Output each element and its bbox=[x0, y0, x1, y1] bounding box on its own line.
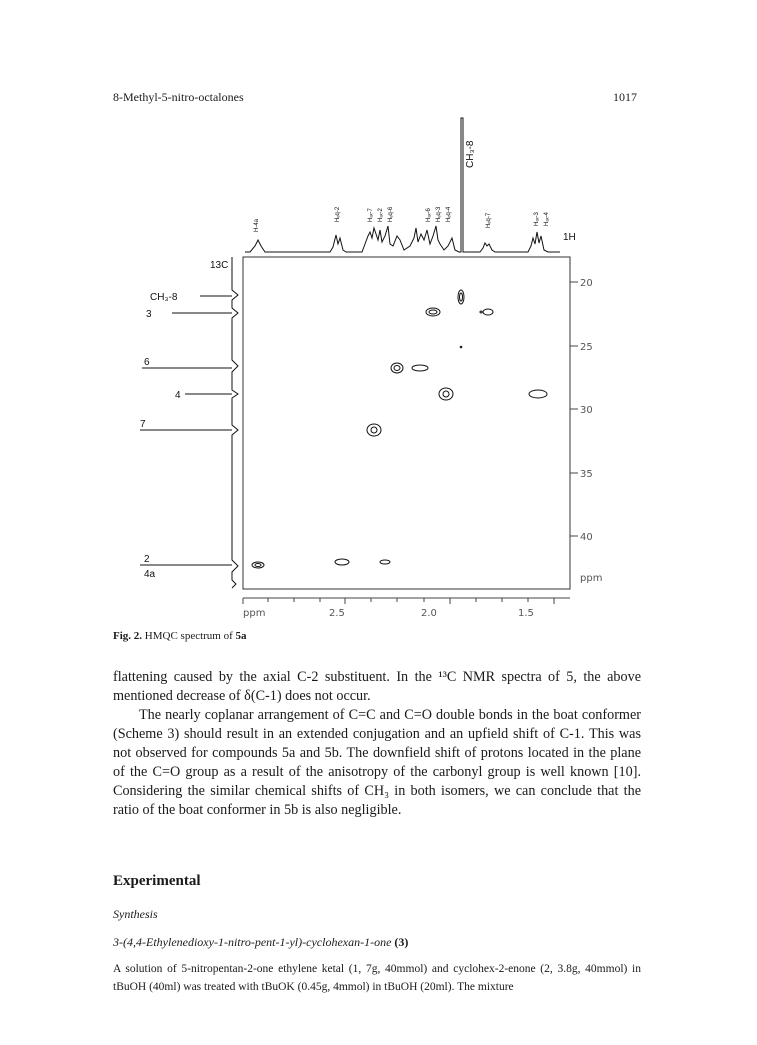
proton-nucleus-label: 1H bbox=[563, 232, 576, 243]
h-tick-label: 2.5 bbox=[329, 608, 345, 619]
caption-compound: 5a bbox=[235, 630, 247, 642]
top-label-hax4: Hₐₓ-4 bbox=[544, 212, 550, 226]
c-axis-unit: ppm bbox=[580, 573, 603, 584]
experimental-text: A solution of 5-nitropentan-2-one ethylene ketal (1, 7g, 40mmol) and cyclohex-2-enone (2, 3.8g, 40mmol) in tBuOH (40ml) was treated with tBuOK (0.45g, 4mmol) in tBuOH (20ml). The mixture bbox=[113, 963, 641, 993]
proton-projection bbox=[245, 118, 560, 252]
top-label-hax7: Hₐₓ-7 bbox=[368, 208, 374, 222]
h-tick-label: 2.0 bbox=[421, 608, 437, 619]
figure-caption bbox=[113, 630, 247, 642]
top-label-h4a: H-4a bbox=[254, 218, 260, 232]
left-label-2: 2 bbox=[144, 554, 150, 565]
left-label-ch3-8: CH₃-8 bbox=[150, 292, 178, 303]
h-axis-unit: ppm bbox=[243, 608, 266, 619]
compound-name: 3-(4,4-Ethylenedioxy-1-nitro-pent-1-yl)-cyclohexan-1-one bbox=[113, 935, 392, 949]
caption-text: HMQC spectrum of bbox=[144, 630, 233, 642]
left-label-6: 6 bbox=[144, 357, 150, 368]
section-heading: Experimental bbox=[113, 873, 201, 889]
carbon-projection bbox=[140, 257, 238, 588]
running-header-title: 8-Methyl-5-nitro-octalones bbox=[113, 90, 244, 104]
top-label-heq2: Hₑq-2 bbox=[335, 206, 341, 222]
top-label-hax6: Hₐₓ-6 bbox=[426, 208, 432, 222]
paragraph: The nearly coplanar arrangement of C=C and C=O double bonds in the boat conformer (Scheme 3) should result in an extended conjugation and an upfield shift of C-1. This was not observed for compounds 5a and 5b. The downfield shift of protons located in the plane of the C=O group as a result of the anisotropy of the carbonyl group is well known [10]. Considering the similar chemical shifts of CH₃ in both isomers, we can conclude that the ratio of the boat conformer in 5b is also negligible. bbox=[113, 707, 641, 818]
top-label-hax2: Hₐₓ-2 bbox=[378, 208, 384, 222]
h-axis bbox=[243, 598, 570, 604]
subsection-heading: Synthesis bbox=[113, 907, 158, 921]
c-axis bbox=[570, 282, 578, 536]
cross-peaks bbox=[252, 290, 547, 568]
compound-number: (3) bbox=[394, 935, 409, 949]
page-number: 1017 bbox=[613, 90, 637, 104]
c-tick-label: 30 bbox=[580, 405, 593, 416]
paragraph: flattening caused by the axial C-2 substituent. In the ¹³C NMR spectra of 5, the above mentioned decrease of δ(C-1) does not occur. bbox=[113, 669, 641, 704]
c-tick-label: 25 bbox=[580, 342, 593, 353]
body-text bbox=[113, 668, 641, 820]
top-label-hax3: Hₐₓ-3 bbox=[534, 212, 540, 226]
left-label-7: 7 bbox=[140, 419, 146, 430]
top-label-heq6: Hₑq-6 bbox=[388, 206, 394, 222]
top-label-heq3: Hₑq-3 bbox=[436, 206, 442, 222]
compound-heading bbox=[113, 935, 408, 950]
caption-fig-label: Fig. 2. bbox=[113, 630, 143, 642]
top-label-heq4: Hₑq-4 bbox=[446, 206, 452, 222]
c-tick-label: 40 bbox=[580, 532, 593, 543]
h-tick-label: 1.5 bbox=[518, 608, 534, 619]
c-tick-label: 35 bbox=[580, 469, 593, 480]
top-label-heq7: Hₑq-7 bbox=[486, 212, 492, 228]
left-label-4a: 4a bbox=[144, 569, 156, 580]
left-label-4: 4 bbox=[175, 390, 181, 401]
c-tick-label: 20 bbox=[580, 278, 593, 289]
left-label-3: 3 bbox=[146, 309, 152, 320]
spectrum-frame bbox=[243, 257, 570, 589]
carbon-nucleus-label: 13C bbox=[210, 260, 229, 271]
top-label-ch3-8: CH₃-8 bbox=[465, 140, 476, 168]
